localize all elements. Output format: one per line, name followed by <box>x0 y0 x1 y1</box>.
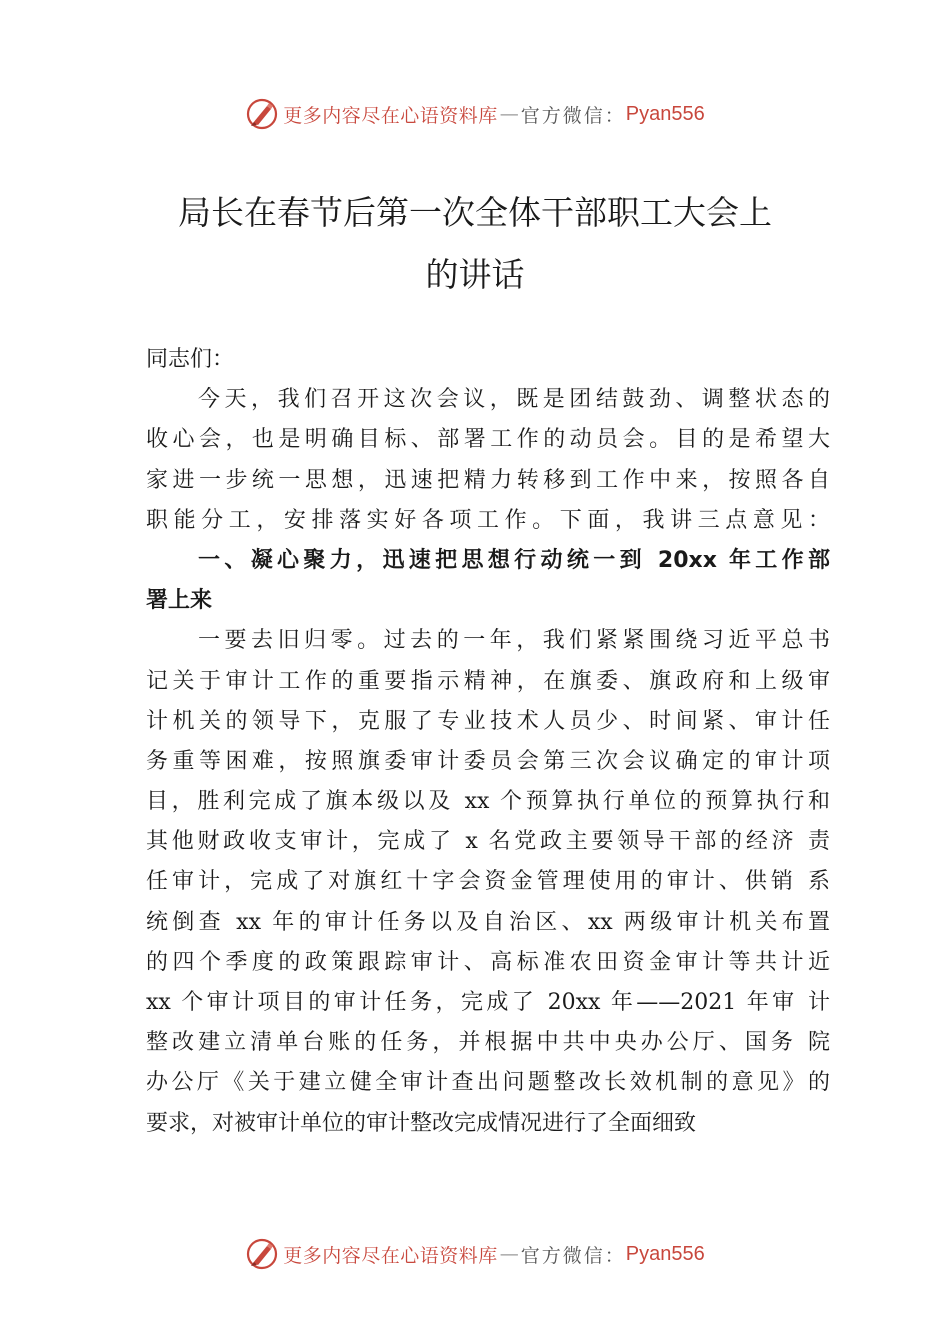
intro-line: 收心会，也是明确目标、部署工作的动员会。目的是希望大 <box>146 427 830 453</box>
title-line: 局长在春节后第一次全体干部职工大会上 <box>178 193 772 232</box>
watermark-wechat-id: Pyan556 <box>625 1242 705 1265</box>
paragraph-line: 要求，对被审计单位的审计整改完成情况进行了全面细致 <box>146 1110 697 1136</box>
document-title <box>120 182 830 306</box>
watermark-brand: 更多内容尽在心语资料库 <box>283 104 498 127</box>
paragraph-line: 务重等困难，按照旗委审计委员会第三次会议确定的审计项 <box>146 748 830 774</box>
intro-line: 职能分工，安排落实好各项工作。下面，我讲三点意见： <box>146 507 830 533</box>
salutation: 同志们： <box>146 347 235 372</box>
paragraph-line: 记关于审计工作的重要指示精神，在旗委、旗政府和上级审 <box>146 668 830 694</box>
intro-line: 今天，我们召开这次会议，既是团结鼓劲、调整状态的 <box>198 387 830 413</box>
watermark-brand: 更多内容尽在心语资料库 <box>283 1244 498 1267</box>
watermark-separator: — <box>499 103 519 125</box>
section-heading-line: 一、凝心聚力，迅速把思想行动统一到 20xx 年工作部 <box>198 547 830 573</box>
intro-line: 家进一步统一思想，迅速把精力转移到工作中来，按照各自 <box>146 467 830 493</box>
paragraph-line: 整改建立清单台账的任务，并根据中共中央办公厅、国务 院 <box>146 1030 830 1056</box>
watermark-separator: — <box>499 1243 519 1265</box>
document-body <box>146 340 830 1144</box>
pen-logo-icon <box>245 97 279 131</box>
paragraph-line: 办公厅《关于建立健全审计查出问题整改长效机制的意见》的 <box>146 1070 830 1096</box>
paragraph-line: 任审计，完成了对旗红十字会资金管理使用的审计、供销 系 <box>146 869 830 895</box>
pen-logo-icon <box>245 1237 279 1271</box>
watermark-official: 官方微信： <box>520 1244 626 1267</box>
paragraph-line: 统倒查 xx 年的审计任务以及自治区、xx 两级审计机关布置 <box>146 909 830 935</box>
paragraph-line: 其他财政收支审计，完成了 x 名党政主要领导干部的经济 责 <box>146 829 830 855</box>
paragraph-line: 的四个季度的政策跟踪审计、高标准农田资金审计等共计近 <box>146 949 830 975</box>
paragraph-line: xx 个审计项目的审计任务，完成了 20xx 年——2021 年审 计 <box>146 990 830 1015</box>
paragraph-line: 一要去旧归零。过去的一年，我们紧紧围绕习近平总书 <box>198 628 830 654</box>
header-watermark <box>0 94 950 134</box>
paragraph-line: 目，胜利完成了旗本级以及 xx 个预算执行单位的预算执行和 <box>146 789 830 815</box>
section-heading-line: 署上来 <box>146 588 213 614</box>
watermark-official: 官方微信： <box>520 104 626 127</box>
watermark-wechat-id: Pyan556 <box>625 102 705 125</box>
title-line: 的讲话 <box>425 255 525 294</box>
footer-watermark <box>0 1234 950 1274</box>
paragraph-line: 计机关的领导下，克服了专业技术人员少、时间紧、审计任 <box>146 708 830 734</box>
